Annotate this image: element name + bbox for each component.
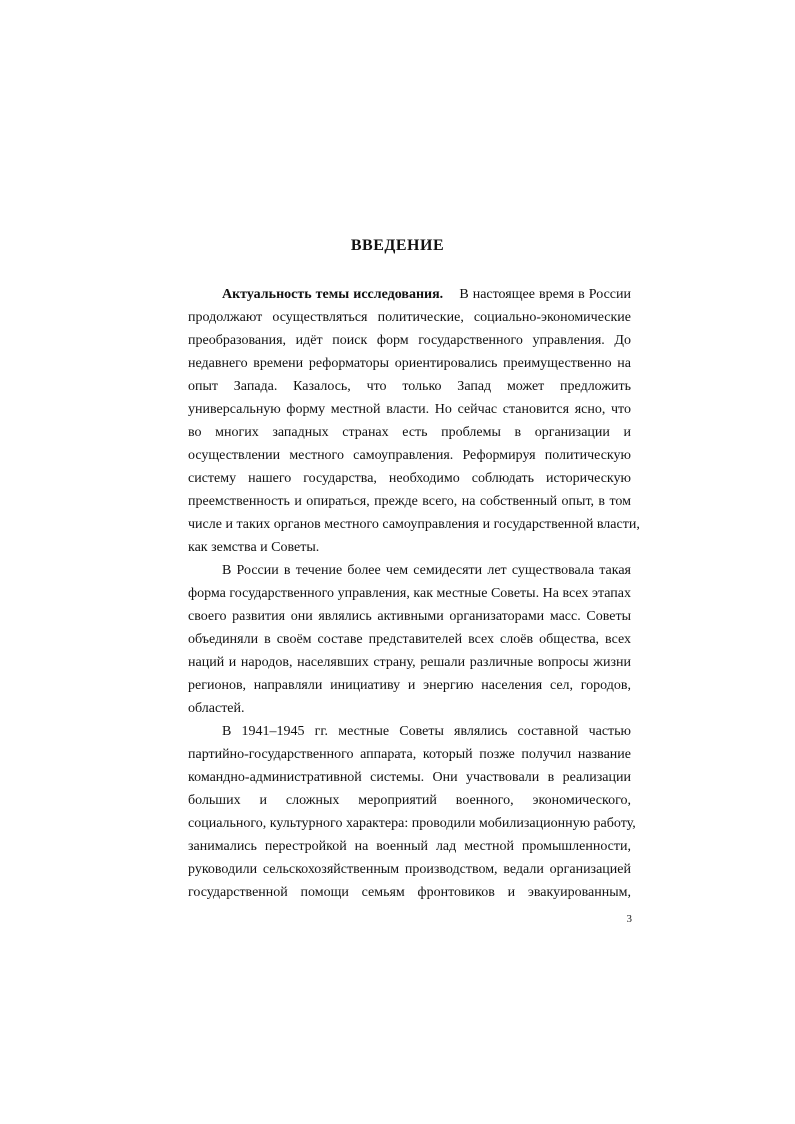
text-line: партийно-государственного аппарата, который позже получил название <box>188 747 631 762</box>
text-line: систему нашего государства, необходимо соблюдать историческую <box>188 471 631 486</box>
body-text <box>188 283 640 904</box>
text-line: опыт Запада. Казалось, что только Запад может предложить <box>188 379 631 394</box>
page-title: ВВЕДЕНИЕ <box>350 237 445 254</box>
text-line <box>188 283 631 306</box>
text-line: продолжают осуществляться политические, социально-экономические <box>188 310 631 325</box>
text-line: регионов, направляли инициативу и энергию населения сел, городов, <box>188 678 631 693</box>
line-text: В настоящее время в России <box>459 287 632 302</box>
text-line: форма государственного управления, как местные Советы. На всех этапах <box>188 586 631 601</box>
text-line: недавнего времени реформаторы ориентировались преимущественно на <box>188 356 631 371</box>
text-line: занимались перестройкой на военный лад местной промышленности, <box>188 839 631 854</box>
text-line: областей. <box>188 701 245 716</box>
text-line: во многих западных странах есть проблемы в организации и <box>188 425 631 440</box>
text-line: осуществлении местного самоуправления. Реформируя политическую <box>188 448 631 463</box>
text-line: наций и народов, населявших страну, решали различные вопросы жизни <box>188 655 631 670</box>
text-line: командно-административной системы. Они участвовали в реализации <box>188 770 631 785</box>
text-line: В России в течение более чем семидесяти лет существовала такая <box>222 563 631 578</box>
text-line: преемственность и опираться, прежде всего, на собственный опыт, в том <box>188 494 631 509</box>
text-line: государственной помощи семьям фронтовиков и эвакуированным, <box>188 885 631 900</box>
text-line: больших и сложных мероприятий военного, экономического, <box>188 793 631 808</box>
page-number: 3 <box>626 913 632 925</box>
text-line: как земства и Советы. <box>188 540 320 555</box>
text-line: своего развития они являлись активными организаторами масс. Советы <box>188 609 631 624</box>
text-line: руководили сельскохозяйственным производством, ведали организацией <box>188 862 631 877</box>
text-line: В 1941–1945 гг. местные Советы являлись составной частью <box>222 724 631 739</box>
text-line: объединяли в своём составе представителей всех слоёв общества, всех <box>188 632 631 647</box>
text-line: преобразования, идёт поиск форм государственного управления. До <box>188 333 631 348</box>
text-line: социального, культурного характера: проводили мобилизационную работу, <box>188 816 636 831</box>
text-line: универсальную форму местной власти. Но сейчас становится ясно, что <box>188 402 631 417</box>
text-line: числе и таких органов местного самоуправления и государственной власти, <box>188 517 640 532</box>
lead-phrase: Актуальность темы исследования. <box>222 287 444 302</box>
